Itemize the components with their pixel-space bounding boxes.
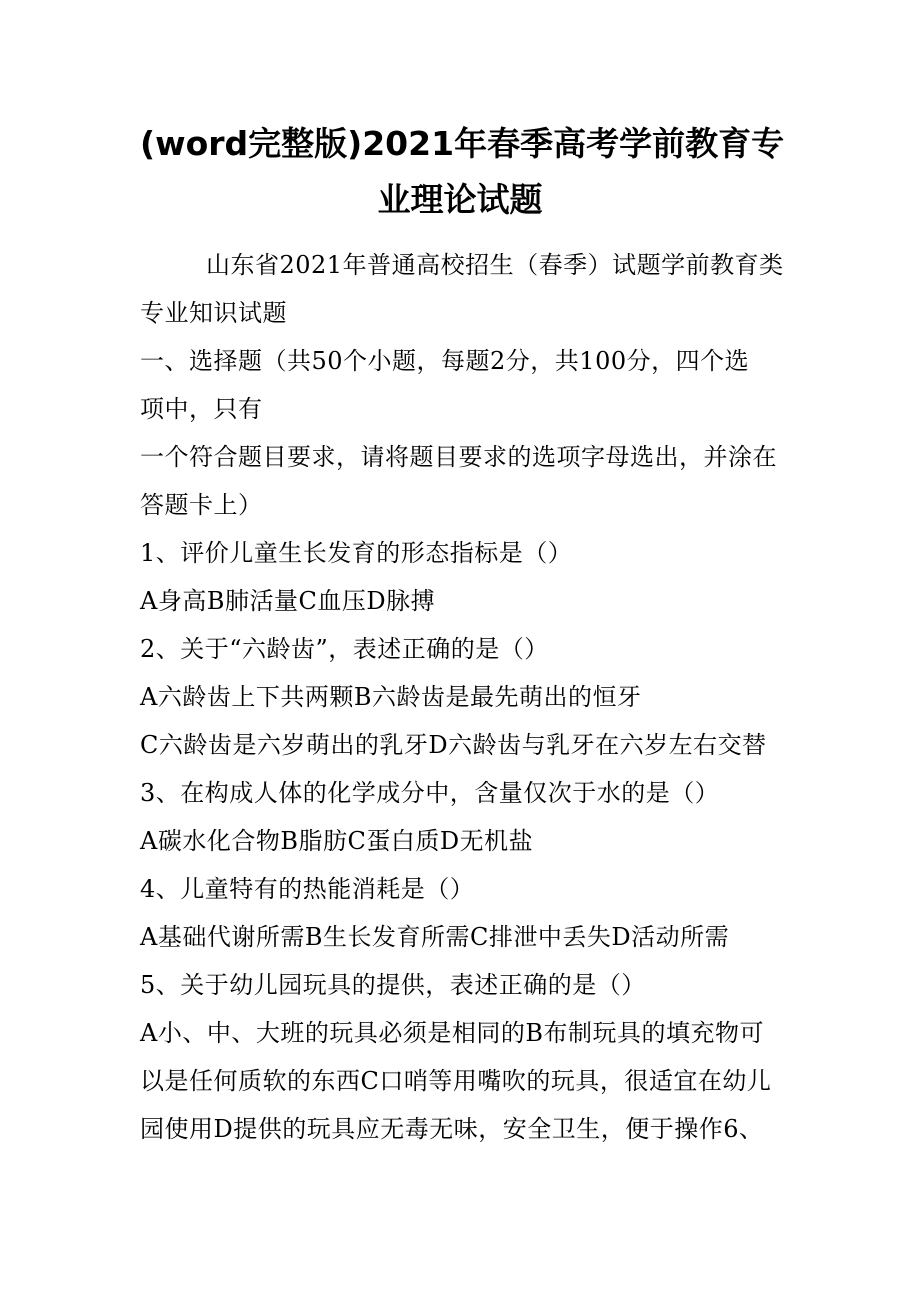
section-instruction-line: 答题卡上） [140, 491, 263, 519]
section-instruction-line: 项中，只有 [140, 395, 263, 423]
question-line: 3、在构成人体的化学成分中，含量仅次于水的是（） [140, 779, 720, 807]
answer-options-line: 园使用D提供的玩具应无毒无味，安全卫生，便于操作6、 [140, 1115, 764, 1143]
exam-header-line: 山东省2021年普通高校招生（春季）试题学前教育类 [206, 251, 784, 279]
section-instruction-line: 一个符合题目要求，请将题目要求的选项字母选出，并涂在 [140, 443, 777, 471]
question-line: 5、关于幼儿园玩具的提供，表述正确的是（） [140, 971, 646, 999]
answer-options-line: A六龄齿上下共两颗B六龄齿是最先萌出的恒牙 [140, 683, 642, 711]
document-title-line-1: (word完整版)2021年春季高考学前教育专 [140, 124, 785, 163]
exam-subheader-line: 专业知识试题 [140, 299, 287, 327]
section-instruction-line: 一、选择题（共50个小题，每题2分，共100分，四个选 [140, 347, 750, 375]
answer-options-line: A小、中、大班的玩具必须是相同的B布制玩具的填充物可 [140, 1019, 764, 1047]
question-line: 4、儿童特有的热能消耗是（） [140, 875, 475, 903]
document-title-line-2: 业理论试题 [377, 180, 543, 219]
answer-options-line: 以是任何质软的东西C口哨等用嘴吹的玩具，很适宜在幼儿 [140, 1067, 772, 1095]
answer-options-line: C六龄齿是六岁萌出的乳牙D六龄齿与乳牙在六岁左右交替 [140, 731, 767, 759]
answer-options-line: A身高B肺活量C血压D脉搏 [140, 587, 436, 615]
answer-options-line: A碳水化合物B脂肪C蛋白质D无机盐 [140, 827, 534, 855]
question-line: 1、评价儿童生长发育的形态指标是（） [140, 539, 573, 567]
answer-options-line: A基础代谢所需B生长发育所需C排泄中丢失D活动所需 [140, 923, 730, 951]
question-line: 2、关于“六龄齿”，表述正确的是（） [140, 635, 549, 663]
